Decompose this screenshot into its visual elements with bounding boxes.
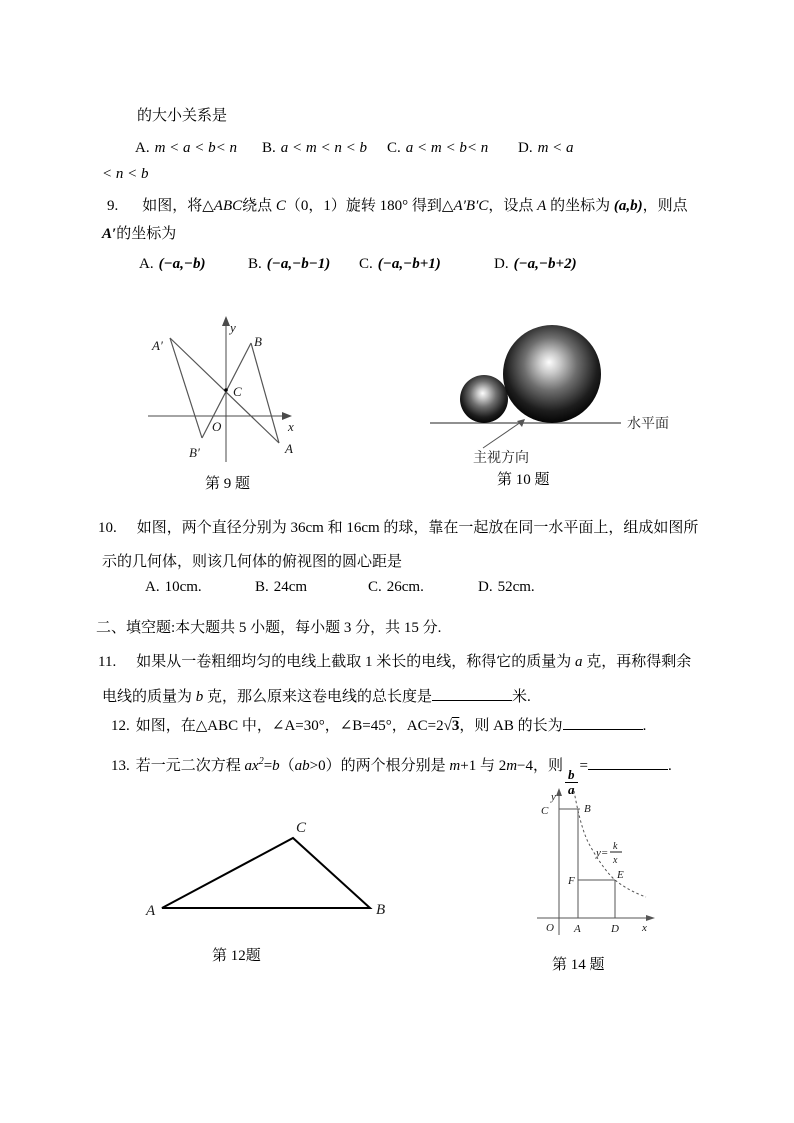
q10-option-a	[145, 577, 202, 597]
point-c-label: C	[233, 384, 242, 399]
y-axis-label: y	[551, 791, 556, 803]
q10-option-b	[255, 577, 307, 597]
option-label: A.	[139, 256, 154, 272]
q10-line1-text: 如图，两个直径分别为 36cm 和 16cm 的球，靠在一起放在同一水平面上，组成如图所	[136, 520, 699, 536]
option-value: 10cm.	[164, 579, 202, 595]
curve-equation-lead: y=	[596, 847, 609, 859]
option-value: (−a,−b+2)	[513, 256, 577, 272]
option-label: C.	[368, 579, 382, 595]
point-f-label: F	[568, 875, 575, 887]
q9-option-a	[139, 254, 206, 274]
q12-line	[111, 715, 646, 736]
figure-q12-caption: 第 12题	[212, 948, 261, 964]
q9-option-c	[359, 254, 441, 274]
figure-q10-caption: 第 10 题	[497, 472, 550, 488]
q10-number: 10.	[98, 520, 117, 536]
option-label: D.	[518, 140, 533, 156]
figure-q14-caption: 第 14 题	[552, 957, 605, 973]
q13-line-text: 若一元二次方程 $ax^2=b(ab>0)$的两个根分别是 m+1 与 2m−4，则 $\frac{b}{a}$ = .	[135, 756, 672, 797]
point-c-dot	[224, 388, 228, 392]
q12-number: 12.	[111, 718, 130, 734]
option-value: (−a,−b−1)	[266, 256, 331, 272]
q10-line1	[98, 518, 698, 538]
edge-b-a	[251, 343, 279, 443]
q8-option-d-wrap: < n < b	[102, 166, 149, 182]
vertex-b-label: B	[376, 902, 386, 918]
origin-label: O	[212, 419, 222, 434]
point-c-label: C	[541, 805, 549, 817]
y-axis-arrow	[556, 788, 562, 796]
q11-line1-text: 如果从一卷粗细均匀的电线上截取 1 米长的电线，称得它的质量为 a 克，再称得剩余	[136, 654, 692, 670]
figure-q9-rotation-diagram	[140, 312, 340, 472]
point-a-label: A	[285, 441, 293, 456]
q12-line-text: 如图，在△ABC 中，∠A=30°，∠B=45°，AC=2√3，则 AB 的长为 .	[136, 718, 647, 734]
option-value: (−a,−b)	[158, 256, 206, 272]
y-axis-label: y	[230, 320, 236, 335]
q8-option-c	[387, 138, 488, 158]
q9-option-b	[248, 254, 330, 274]
option-value: 26cm.	[386, 579, 424, 595]
section2-heading: 二、填空题:本大题共 5 小题，每小题 3 分，共 15 分.	[96, 620, 442, 636]
x-axis-label: x	[642, 922, 647, 934]
option-value: m < a < b< n	[154, 140, 238, 156]
large-sphere	[503, 325, 601, 423]
option-label: D.	[478, 579, 493, 595]
option-label: A.	[135, 140, 150, 156]
curve-equation-denominator: x	[613, 855, 618, 866]
figure-q14-hyperbola-diagram	[530, 785, 665, 940]
q13-number: 13.	[111, 758, 130, 774]
option-value: m < a	[537, 140, 574, 156]
point-e-label: E	[617, 869, 624, 881]
vertex-c-label: C	[296, 820, 307, 836]
figure-q10-spheres-diagram	[425, 315, 695, 465]
option-label: C.	[387, 140, 401, 156]
option-value: 24cm	[273, 579, 308, 595]
q11-line2: 电线的质量为 b 克，那么原来这卷电线的总长度是 米.	[102, 686, 531, 707]
small-sphere	[460, 375, 508, 423]
triangle-abc	[162, 838, 370, 908]
view-direction-arrow	[483, 422, 521, 448]
option-value: a < m < b< n	[405, 140, 489, 156]
q10-option-c	[368, 577, 424, 597]
y-axis-arrow	[222, 316, 230, 326]
x-axis-arrow	[646, 915, 655, 921]
option-label: B.	[262, 140, 276, 156]
q10-line2: 示的几何体，则该几何体的俯视图的圆心距是	[102, 554, 403, 570]
q8-option-d	[518, 138, 574, 158]
option-label: B.	[248, 256, 262, 272]
q9-line1-text: 如图，将△ABC绕点 C（0，1）旋转 180° 得到△A′B′C，设点 A 的坐标为 (a,b)，则点	[142, 198, 688, 214]
option-label: B.	[255, 579, 269, 595]
q8-option-a	[135, 138, 237, 158]
point-a-prime-label: A′	[152, 338, 163, 353]
q9-line1	[107, 196, 688, 216]
q11-number: 11.	[98, 654, 117, 670]
point-b-label: B	[254, 334, 262, 349]
point-b-label: B	[584, 803, 591, 815]
q8-option-b	[262, 138, 367, 158]
option-value: 52cm.	[497, 579, 535, 595]
x-axis-label: x	[288, 419, 294, 434]
q11-line1	[98, 652, 691, 672]
option-label: A.	[145, 579, 160, 595]
curve-equation-numerator: k	[613, 841, 618, 852]
q10-option-d	[478, 577, 535, 597]
figure-q12-triangle-diagram	[145, 815, 405, 925]
point-d-label: D	[611, 923, 619, 935]
origin-label: O	[546, 922, 554, 934]
option-label: C.	[359, 256, 373, 272]
point-a-label: A	[574, 923, 581, 935]
view-direction-label: 主视方向	[473, 451, 529, 466]
q8-lead-text: 的大小关系是	[137, 108, 228, 124]
q9-option-d	[494, 254, 577, 274]
option-value: a < m < n < b	[280, 140, 367, 156]
q9-line2: A′的坐标为	[102, 226, 177, 242]
ground-label: 水平面	[627, 417, 669, 432]
q9-number: 9.	[107, 198, 119, 214]
vertex-a-label: A	[146, 903, 156, 919]
figure-q9-caption: 第 9 题	[205, 476, 251, 492]
option-value: (−a,−b+1)	[377, 256, 441, 272]
point-b-prime-label: B′	[189, 445, 200, 460]
option-label: D.	[494, 256, 509, 272]
